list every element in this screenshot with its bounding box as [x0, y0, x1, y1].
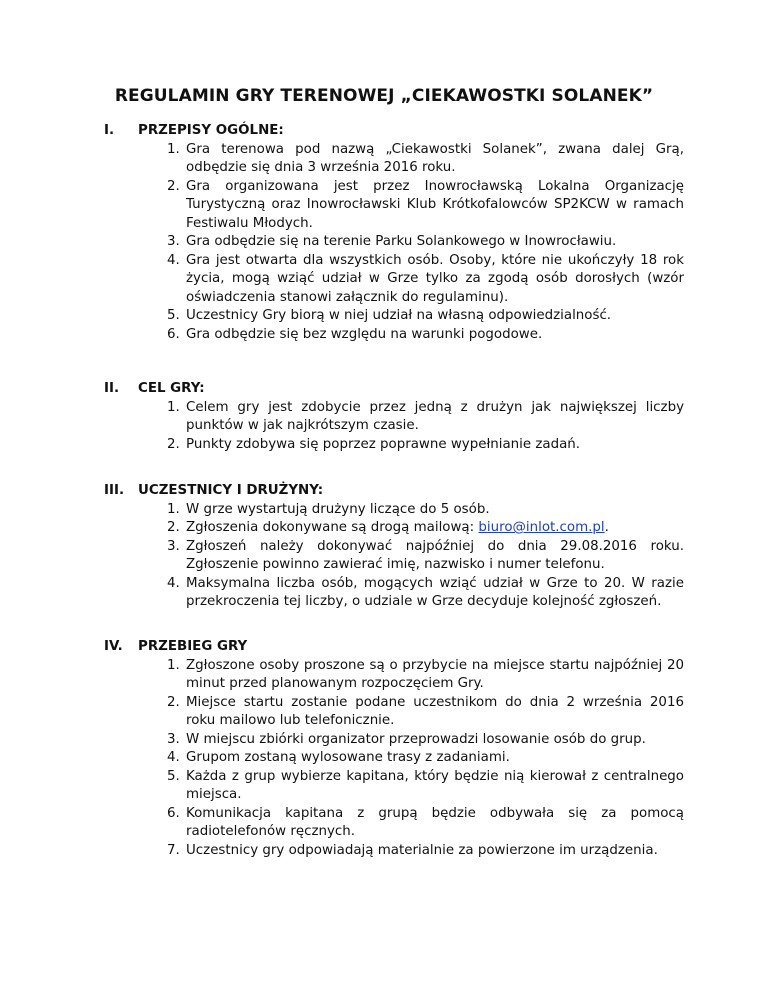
section-numeral: I. — [104, 123, 115, 138]
section-numeral: III. — [104, 483, 125, 498]
section-general-rules — [104, 122, 684, 344]
rules-list — [138, 501, 684, 612]
list-item-registration — [184, 519, 684, 538]
list-item: 5. Każda z grup wybierze kapitana, który będzie nią kierował z centralnego miejsca. — [184, 768, 684, 805]
document-title: REGULAMIN GRY TERENOWEJ „CIEKAWOSTKI SOLANEK” — [114, 86, 654, 106]
list-item: 6. Komunikacja kapitana z grupą będzie odbywała się za pomocą radiotelefonów ręcznych. — [184, 805, 684, 842]
list-item: 4. Grupom zostaną wylosowane trasy z zadaniami. — [184, 749, 684, 768]
section-heading: PRZEPISY OGÓLNE: — [138, 123, 284, 138]
registration-text-end: . — [604, 520, 609, 535]
rules-list — [138, 399, 684, 455]
rules-list — [138, 657, 684, 861]
list-item: 3. Gra odbędzie się na terenie Parku Solankowego w Inowrocławiu. — [184, 233, 684, 252]
list-item: 3. Zgłoszeń należy dokonywać najpóźniej do dnia 29.08.2016 roku. Zgłoszenie powinno zawierać imię, nazwisko i numer telefonu. — [184, 538, 684, 575]
list-item: 7. Uczestnicy gry odpowiadają materialnie za powierzone im urządzenia. — [184, 842, 684, 861]
section-heading: UCZESTNICY I DRUŻYNY: — [138, 483, 324, 498]
list-item: 1. W grze wystartują drużyny liczące do 5 osób. — [184, 501, 684, 520]
section-participants-teams — [104, 482, 684, 612]
section-game-goal — [104, 380, 684, 454]
section-body — [138, 638, 684, 860]
section-numeral: II. — [104, 381, 120, 396]
list-item: 6. Gra odbędzie się bez względu na warunki pogodowe. — [184, 326, 684, 345]
list-item: 2. Punkty zdobywa się poprzez poprawne wypełnianie zadań. — [184, 436, 684, 455]
email-link[interactable]: biuro@inlot.com.pl — [478, 520, 605, 535]
section-heading: PRZEBIEG GRY — [138, 639, 248, 654]
list-item: 4. Gra jest otwarta dla wszystkich osób. Osoby, które nie ukończyły 18 rok życia, mogą wziąć udział w Grze tylko za zgodą osób dorosłych (wzór oświadczenia stanowi załącznik do regulaminu). — [184, 252, 684, 308]
list-item: 1. Gra terenowa pod nazwą „Ciekawostki Solanek”, zwana dalej Grą, odbędzie się dnia 3 września 2016 roku. — [184, 141, 684, 178]
list-item: 5. Uczestnicy Gry biorą w niej udział na własną odpowiedzialność. — [184, 307, 684, 326]
section-body — [138, 122, 684, 344]
section-game-course — [104, 638, 684, 860]
rules-list — [138, 141, 684, 345]
section-body — [138, 482, 684, 612]
list-item: 1. Zgłoszone osoby proszone są o przybycie na miejsce startu najpóźniej 20 minut przed planowanym rozpoczęciem Gry. — [184, 657, 684, 694]
list-item: 2. Gra organizowana jest przez Inowrocławską Lokalna Organizację Turystyczną oraz Inowrocławski Klub Krótkofalowców SP2KCW w ramach Festiwalu Młodych. — [184, 178, 684, 234]
list-item: 3. W miejscu zbiórki organizator przeprowadzi losowanie osób do grup. — [184, 731, 684, 750]
section-heading: CEL GRY: — [138, 381, 205, 396]
registration-text: Zgłoszenia dokonywane są drogą mailową: — [186, 520, 479, 535]
section-body — [138, 380, 684, 454]
list-item: 1. Celem gry jest zdobycie przez jedną z drużyn jak największej liczby punktów w jak najkrótszym czasie. — [184, 399, 684, 436]
list-item: 4. Maksymalna liczba osób, mogących wziąć udział w Grze to 20. W razie przekroczenia tej liczby, o udziale w Grze decyduje kolejność zgłoszeń. — [184, 575, 684, 612]
list-item: 2. Miejsce startu zostanie podane uczestnikom do dnia 2 września 2016 roku mailowo lub telefonicznie. — [184, 694, 684, 731]
section-numeral: IV. — [104, 639, 123, 654]
